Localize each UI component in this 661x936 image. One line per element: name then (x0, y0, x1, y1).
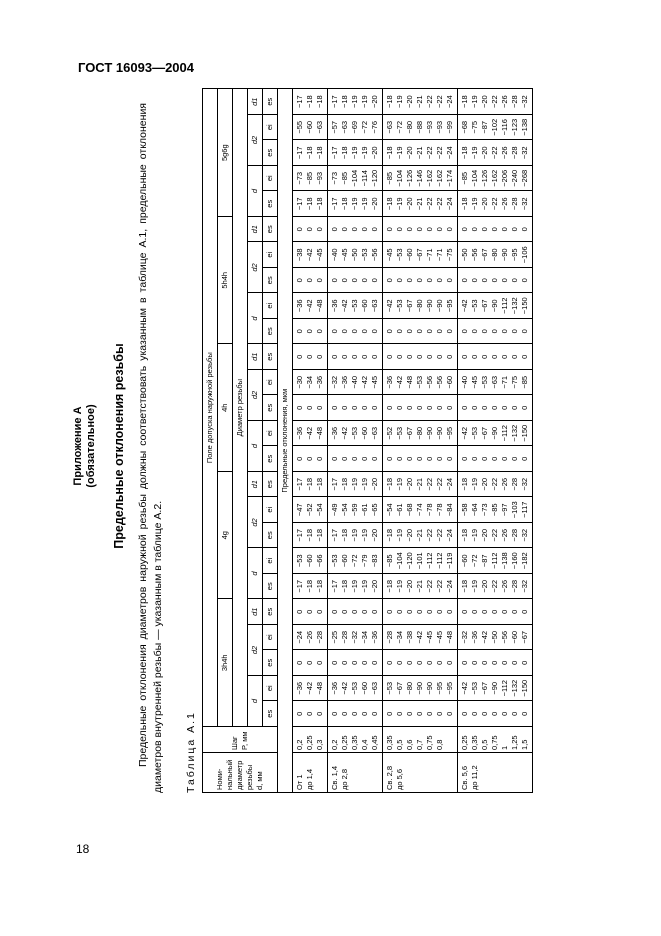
deviation-cell: −53 −60 −72 −79 −83 (328, 548, 383, 574)
deviation-cell: −30 −34 −36 (293, 370, 328, 396)
deviation-cell: 0 0 0 (293, 268, 328, 294)
deviation-cell: 0 0 0 0 0 0 0 (458, 268, 533, 294)
diameter-label: d1 (248, 472, 263, 498)
table-caption: Таблица А.1 (185, 711, 197, 793)
table-row (383, 89, 458, 793)
deviation-label: ei (263, 421, 278, 447)
deviation-cell: −17 −18 −19 −19 −20 (328, 523, 383, 549)
deviation-cell: −52 −53 −67 −80 −90 −90 −95 (383, 421, 458, 447)
deviation-cell: 0 0 0 0 0 0 0 (458, 446, 533, 472)
deviation-cell: −18 −19 −20 −22 −26 −28 −32 (458, 191, 533, 217)
deviation-cell: 0 0 0 (293, 344, 328, 370)
deviation-label: es (263, 650, 278, 676)
deviation-cell: −53 −60 −66 (293, 548, 328, 574)
deviation-cell: −60 −72 −87 −112 −138 −160 −182 (458, 548, 533, 574)
deviation-label: ei (263, 548, 278, 574)
diameter-range-cell: Св. 2,8 до 5,6 (383, 753, 458, 793)
deviation-cell: −18 −19 −20 −21 −22 −22 −24 (383, 574, 458, 600)
deviation-cell: 0 0 0 0 0 (328, 650, 383, 676)
deviation-cell: 0 0 0 0 0 0 0 (458, 701, 533, 727)
class-header: 4h (218, 344, 233, 472)
deviation-cell: −49 −54 −59 −61 −65 (328, 497, 383, 523)
deviation-label: es (263, 319, 278, 345)
deviation-cell: −18 −19 −20 −21 −22 −22 −24 (383, 523, 458, 549)
deviation-cell: −17 −18 −19 −19 −20 (328, 472, 383, 498)
diameter-label: d (248, 548, 263, 599)
deviation-cell: 0 0 0 0 0 (328, 701, 383, 727)
deviation-cell: −40 −45 −50 −53 −56 (328, 242, 383, 268)
diameter-range-cell: От 1 до 1,4 (293, 753, 328, 793)
deviation-cell: 0 0 0 0 0 (328, 217, 383, 243)
deviation-cell: −32 −36 −40 −42 −45 (328, 370, 383, 396)
pitch-cell: 0,2 0,25 0,3 (293, 727, 328, 753)
deviation-cell: −18 −19 −20 −22 −26 −28 −32 (458, 89, 533, 115)
deviation-cell: −17 −18 −18 (293, 574, 328, 600)
deviation-cell: −36 −42 −53 −60 −63 (328, 421, 383, 447)
deviation-cell: −55 −60 −63 (293, 115, 328, 141)
deviation-cell: −17 −18 −18 (293, 191, 328, 217)
col-header-pitch: Шаг P, мм (203, 727, 278, 753)
deviation-cell: −85 −104 −120 −101 −112 −112 −119 (383, 548, 458, 574)
deviation-cell: 0 0 0 (293, 395, 328, 421)
thread-diameter-header: Диаметр резьбы (233, 89, 248, 727)
deviation-cell: −42 −53 −67 −90 −112 −132 −150 (458, 421, 533, 447)
deviation-label: ei (263, 293, 278, 319)
diameter-label: d (248, 676, 263, 727)
table-row (458, 89, 533, 793)
deviation-cell: −18 −19 −20 −21 −22 −22 −24 (383, 89, 458, 115)
deviation-cell: 0 0 0 (293, 446, 328, 472)
deviation-cell: −36 −42 −48 (293, 421, 328, 447)
deviation-cell: 0 0 0 0 0 0 0 (383, 268, 458, 294)
deviation-label: es (263, 574, 278, 600)
deviation-label: es (263, 446, 278, 472)
deviation-cell: −38 −42 −45 (293, 242, 328, 268)
deviation-label: ei (263, 370, 278, 396)
deviation-cell: 0 0 0 0 0 0 0 (458, 599, 533, 625)
diameter-label: d1 (248, 217, 263, 243)
deviation-cell: −73 −85 −104 −114 −120 (328, 166, 383, 192)
diameter-label: d1 (248, 599, 263, 625)
deviation-cell: 0 0 0 0 0 (328, 344, 383, 370)
deviation-cell: −18 −19 −20 −22 −26 −28 −32 (458, 574, 533, 600)
deviation-cell: −42 −53 −67 −90 −112 −132 −150 (458, 676, 533, 702)
intro-paragraph (136, 103, 166, 793)
deviation-cell: −24 −26 −28 (293, 625, 328, 651)
class-header: 4g (218, 472, 233, 600)
deviation-cell: 0 0 0 0 0 0 0 (383, 599, 458, 625)
deviation-cell: −17 −18 −18 (293, 523, 328, 549)
deviation-cell: −36 −42 −48 (293, 293, 328, 319)
deviation-cell: −50 −56 −67 −80 −90 −95 −106 (458, 242, 533, 268)
deviation-cell: −40 −45 −53 −63 −71 −75 −85 (458, 370, 533, 396)
deviation-cell: 0 0 0 0 0 0 0 (383, 446, 458, 472)
table-row (328, 89, 383, 793)
deviation-cell: −68 −75 −87 −102 −116 −123 −138 (458, 115, 533, 141)
standard-number: ГОСТ 16093—2004 (78, 60, 194, 75)
diameter-label: d1 (248, 344, 263, 370)
annex-title (72, 85, 98, 807)
diameter-label: d2 (248, 497, 263, 548)
deviation-label: ei (263, 676, 278, 702)
class-header: 5g6g (218, 89, 233, 217)
deviations-table (202, 88, 533, 793)
deviation-label: es (263, 599, 278, 625)
deviation-cell: −17 −18 −18 (293, 472, 328, 498)
deviation-cell: −36 −42 −48 (293, 676, 328, 702)
deviation-cell: 0 0 0 (293, 217, 328, 243)
deviation-label: es (263, 472, 278, 498)
deviation-label: es (263, 701, 278, 727)
deviation-cell: −63 −72 −80 −88 −93 −93 −99 (383, 115, 458, 141)
deviation-cell: −18 −19 −20 −22 −26 −28 −32 (458, 140, 533, 166)
deviation-label: es (263, 344, 278, 370)
deviation-cell: −47 −52 −54 (293, 497, 328, 523)
deviation-cell: 0 0 0 (293, 319, 328, 345)
deviation-cell: −73 −85 −93 (293, 166, 328, 192)
deviation-cell: 0 0 0 0 0 0 0 (383, 701, 458, 727)
intro-text: Предельные отклонения диаметров наружной резьбы должны соответствовать указанным в таблице А.1, предельные отклонения диаметров внутренней резьбы — указанным в таблице А.2. (137, 103, 164, 793)
deviation-cell: 0 0 0 0 0 0 0 (383, 650, 458, 676)
diameter-label: d2 (248, 115, 263, 166)
deviation-cell: −17 −18 −19 −19 −20 (328, 574, 383, 600)
deviation-cell: −17 −18 −19 −19 −20 (328, 140, 383, 166)
deviation-cell: −85 −104 −126 −162 −206 −240 −268 (458, 166, 533, 192)
deviation-cell: 0 0 0 (293, 599, 328, 625)
deviation-label: ei (263, 242, 278, 268)
deviation-cell: −28 −34 −38 −42 −45 −45 −48 (383, 625, 458, 651)
deviation-cell: 0 0 0 0 0 0 0 (458, 650, 533, 676)
table-row (293, 89, 328, 793)
deviation-cell: −17 −18 −19 −19 −20 (328, 89, 383, 115)
deviation-label: es (263, 268, 278, 294)
deviation-label: es (263, 191, 278, 217)
deviation-cell: −18 −19 −20 −21 −22 −22 −24 (383, 191, 458, 217)
deviation-cell: −18 −19 −20 −21 −22 −22 −24 (383, 472, 458, 498)
deviation-cell: 0 0 0 0 0 (328, 599, 383, 625)
deviation-label: es (263, 523, 278, 549)
deviation-cell: 0 0 0 0 0 0 0 (383, 217, 458, 243)
deviation-cell: −17 −18 −18 (293, 89, 328, 115)
deviation-cell: −36 −42 −53 −60 −63 (328, 293, 383, 319)
pitch-cell: 0,25 0,35 0,5 0,75 1 1,25 1,5 (458, 727, 533, 753)
deviation-cell: −17 −18 −19 −19 −20 (328, 191, 383, 217)
deviation-cell: 0 0 0 0 0 0 0 (383, 344, 458, 370)
diameter-label: d (248, 293, 263, 344)
deviation-label: es (263, 217, 278, 243)
rotated-inner (72, 85, 592, 807)
deviation-cell: 0 0 0 0 0 0 0 (458, 395, 533, 421)
deviation-cell: 0 0 0 0 0 (328, 268, 383, 294)
deviation-cell: −42 −53 −67 −90 −112 −132 −150 (458, 293, 533, 319)
deviation-cell: −53 −67 −80 −90 −90 −95 −95 (383, 676, 458, 702)
rotated-page-content (72, 85, 592, 807)
annex-subtitle: (обязательное) (85, 404, 97, 488)
deviation-cell: −18 −19 −20 −22 −26 −28 −32 (458, 523, 533, 549)
diameter-label: d2 (248, 625, 263, 676)
deviation-cell: 0 0 0 0 0 0 0 (458, 344, 533, 370)
class-header: 3h4h (218, 599, 233, 727)
deviation-cell: 0 0 0 (293, 650, 328, 676)
pitch-cell: 0,2 0,25 0,35 0,4 0,45 (328, 727, 383, 753)
tolerance-field-header: Поле допуска наружной резьбы (203, 89, 218, 727)
deviation-cell: −85 −104 −126 −146 −162 −162 −174 (383, 166, 458, 192)
deviation-cell: −36 −42 −53 −60 −63 (328, 676, 383, 702)
diameter-label: d2 (248, 242, 263, 293)
pitch-cell: 0,35 0,5 0,6 0,7 0,75 0,8 (383, 727, 458, 753)
deviation-label: ei (263, 625, 278, 651)
deviation-cell: 0 0 0 (293, 701, 328, 727)
diameter-label: d (248, 166, 263, 217)
limit-deviations-header: Предельные отклонения, мкм (278, 89, 293, 793)
page-number: 18 (76, 842, 90, 856)
deviation-cell: 0 0 0 0 0 0 0 (458, 217, 533, 243)
section-heading: Предельные отклонения резьбы (112, 343, 126, 549)
deviation-label: es (263, 89, 278, 115)
deviation-cell: 0 0 0 0 0 0 0 (383, 319, 458, 345)
deviation-cell: −32 −36 −42 −50 −56 −60 −67 (458, 625, 533, 651)
deviation-cell: −18 −19 −20 −22 −26 −28 −32 (458, 472, 533, 498)
deviation-label: ei (263, 497, 278, 523)
diameter-label: d2 (248, 370, 263, 421)
annex-label: Приложение А (72, 406, 84, 486)
deviation-cell: −18 −19 −20 −21 −22 −22 −24 (383, 140, 458, 166)
deviation-cell: −54 −61 −68 −74 −78 −78 −84 (383, 497, 458, 523)
deviation-cell: 0 0 0 0 0 (328, 319, 383, 345)
deviation-label: ei (263, 115, 278, 141)
deviation-label: es (263, 395, 278, 421)
deviation-label: ei (263, 166, 278, 192)
diameter-range-cell: Св. 5,6 до 11,2 (458, 753, 533, 793)
deviation-cell: −17 −18 −18 (293, 140, 328, 166)
deviation-cell: −45 −53 −60 −67 −71 −71 −75 (383, 242, 458, 268)
deviation-cell: −57 −63 −69 −72 −76 (328, 115, 383, 141)
diameter-range-cell: Св. 1,4 до 2,8 (328, 753, 383, 793)
diameter-label: d (248, 421, 263, 472)
deviation-cell: 0 0 0 0 0 0 0 (383, 395, 458, 421)
diameter-label: d1 (248, 89, 263, 115)
deviation-cell: −58 −64 −73 −85 −97 −103 −117 (458, 497, 533, 523)
deviation-cell: 0 0 0 0 0 0 0 (458, 319, 533, 345)
deviation-cell: −42 −53 −67 −80 −90 −90 −95 (383, 293, 458, 319)
col-header-diameter: Номи- нальный диаметр резьбы d, мм (203, 753, 278, 793)
deviation-cell: 0 0 0 0 0 (328, 446, 383, 472)
class-header: 5h4h (218, 217, 233, 345)
deviation-label: es (263, 140, 278, 166)
deviation-cell: −36 −42 −48 −53 −56 −56 −60 (383, 370, 458, 396)
deviation-cell: −25 −28 −32 −34 −36 (328, 625, 383, 651)
deviation-cell: 0 0 0 0 0 (328, 395, 383, 421)
